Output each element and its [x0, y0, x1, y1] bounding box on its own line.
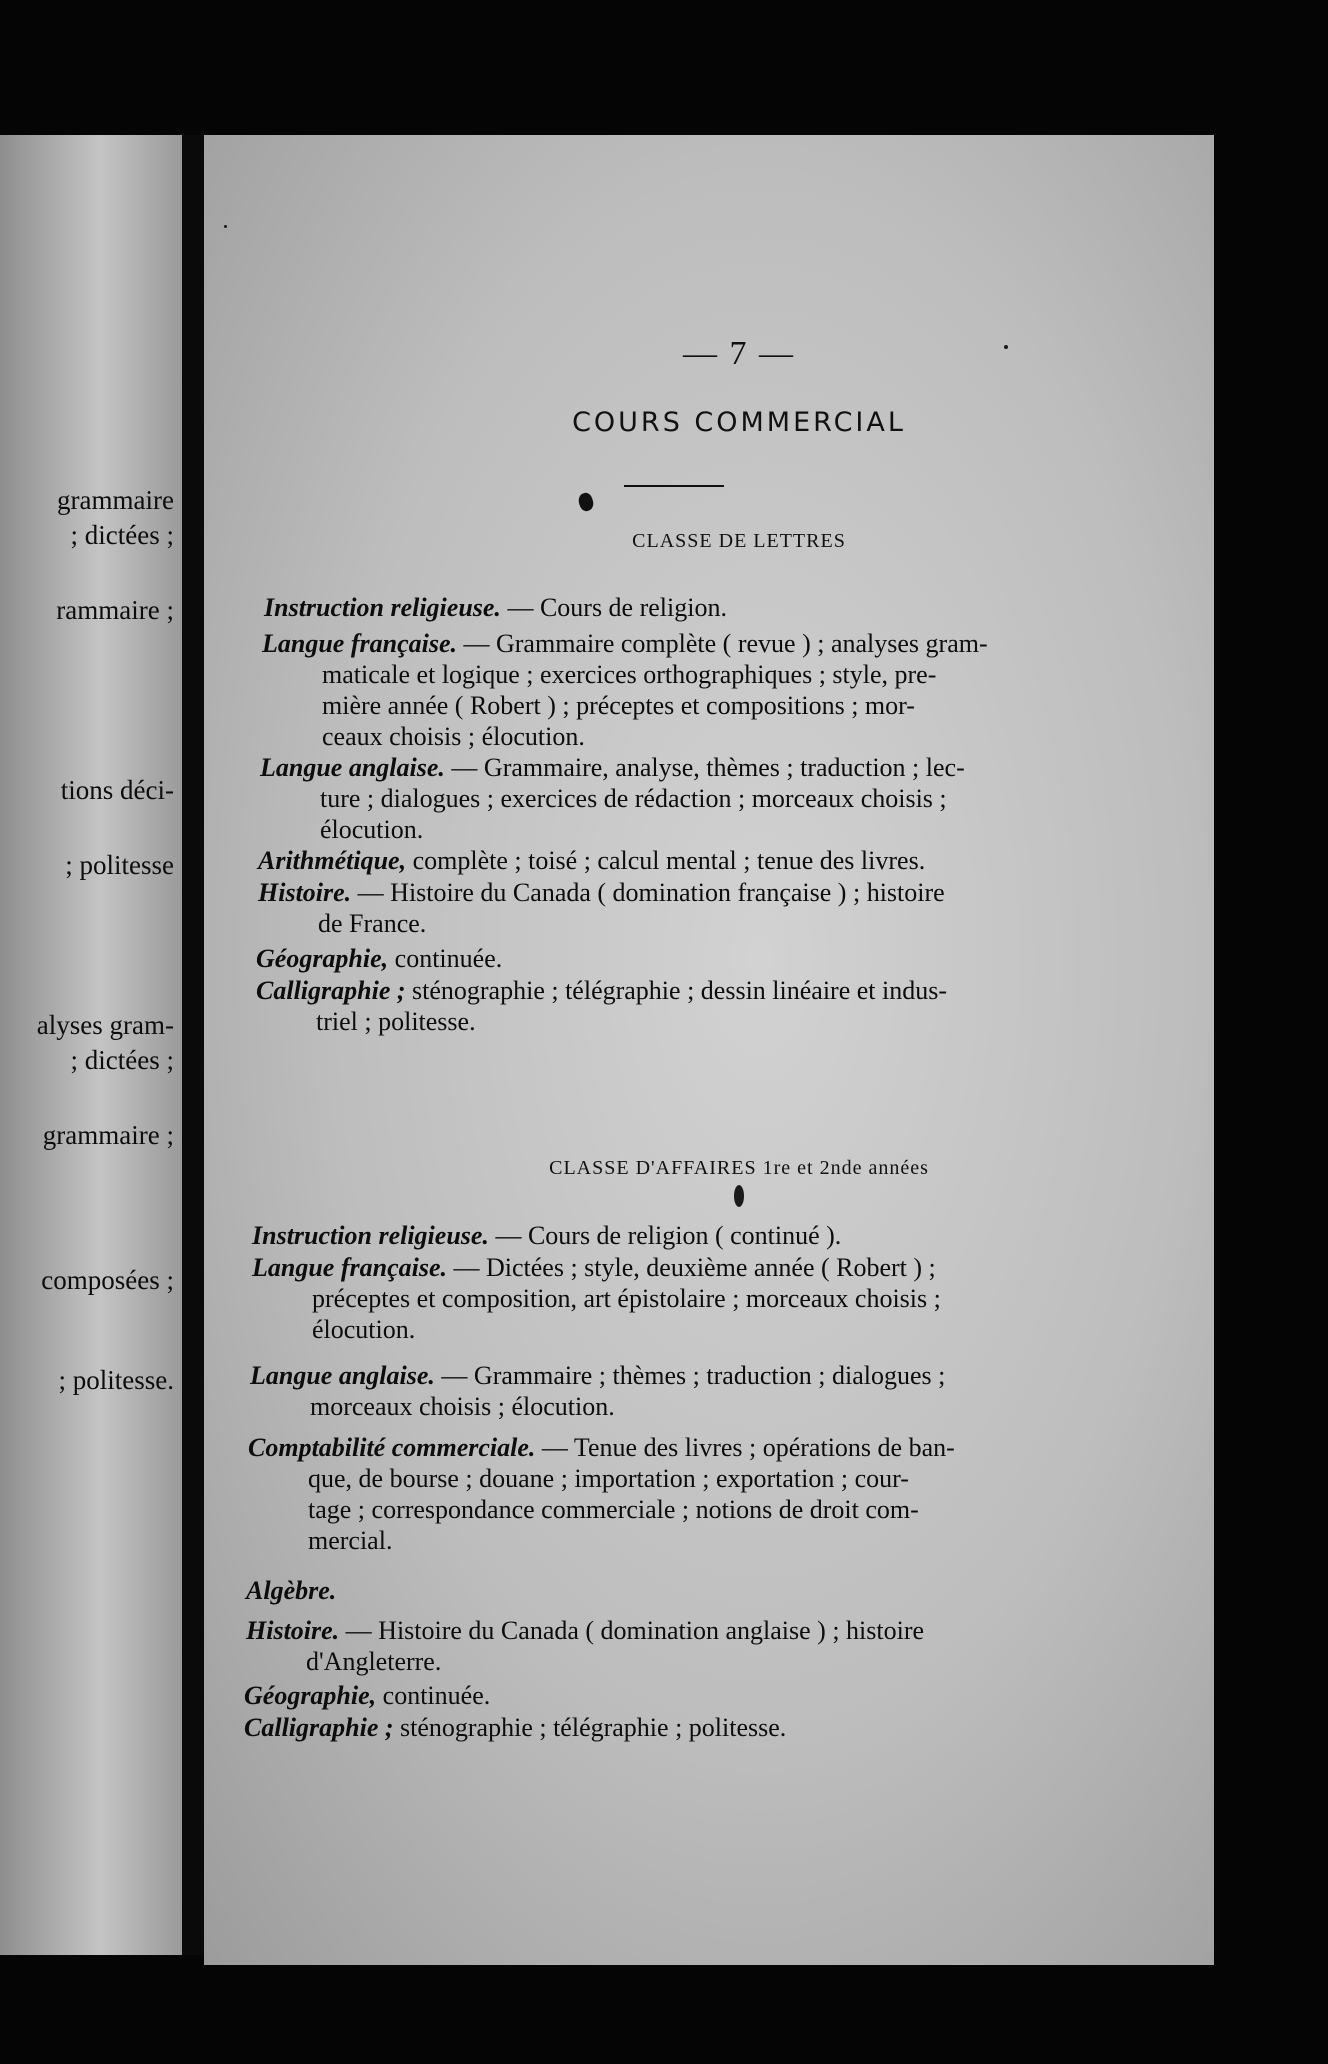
entry — [258, 877, 1048, 939]
left-fragment: composées ; — [41, 1265, 174, 1295]
entry-continuation: de France. — [318, 909, 427, 938]
entry-continuation: mercial. — [308, 1526, 393, 1555]
entry-text: continuée. — [376, 1681, 491, 1710]
entry-continuation: d'Angleterre. — [306, 1647, 442, 1676]
ink-speck-icon — [734, 1185, 744, 1207]
entry-text: complète ; toisé ; calcul mental ; tenue des livres. — [406, 846, 926, 875]
entry-text: — Histoire du Canada ( domination anglaise ) ; histoire — [339, 1616, 925, 1645]
ink-speck-icon — [1004, 345, 1008, 349]
entry-text: — Cours de religion ( continué ). — [488, 1221, 842, 1250]
entry — [244, 1680, 1034, 1711]
entry-continuation: ture ; dialogues ; exercices de rédaction ; morceaux choisis ; — [320, 784, 947, 813]
entry-subject: Géographie, — [244, 1681, 377, 1710]
ink-speck-icon — [224, 225, 227, 228]
left-fragment: alyses gram- — [36, 1010, 174, 1040]
entry — [246, 1575, 1036, 1606]
entry — [262, 628, 1052, 752]
entry — [256, 943, 1046, 974]
left-fragment: ; politesse. — [58, 1365, 174, 1395]
entry — [252, 1220, 1042, 1251]
entry — [264, 592, 1054, 623]
entry-subject: Géographie, — [256, 944, 389, 973]
entry — [256, 975, 1046, 1037]
entry-continuation: triel ; politesse. — [316, 1007, 476, 1036]
entry-subject: Langue anglaise. — [260, 753, 445, 782]
section-heading: CLASSE D'AFFAIRES 1re et 2nde années — [549, 1157, 929, 1179]
left-fragment: rammaire ; — [56, 595, 174, 625]
left-fragment: grammaire — [57, 485, 174, 515]
entry-subject: Instruction religieuse. — [252, 1221, 489, 1250]
title-rule — [624, 485, 724, 487]
entry — [244, 1712, 1034, 1743]
entry-text: continuée. — [388, 944, 503, 973]
entry — [250, 1360, 1040, 1422]
entry-subject: Calligraphie ; — [244, 1713, 394, 1742]
page-title: COURS COMMERCIAL — [572, 407, 906, 438]
main-page — [204, 135, 1214, 1965]
entry-continuation: élocution. — [312, 1315, 416, 1344]
ink-blot-icon — [576, 491, 595, 513]
entry-continuation: élocution. — [320, 815, 424, 844]
left-fragment: ; politesse — [65, 850, 174, 880]
page-number: — 7 — — [683, 335, 795, 372]
entry-subject: Langue anglaise. — [250, 1361, 435, 1390]
entry-subject: Algèbre. — [246, 1576, 337, 1605]
entry-text: — Dictées ; style, deuxième année ( Robert ) ; — [447, 1253, 936, 1282]
entry-continuation: que, de bourse ; douane ; importation ; exportation ; cour- — [308, 1464, 909, 1493]
left-fragment: ; dictées ; — [70, 1045, 174, 1075]
entry-subject: Arithmétique, — [258, 846, 407, 875]
entry-subject: Calligraphie ; — [256, 976, 406, 1005]
entry — [252, 1252, 1042, 1345]
entry — [258, 845, 1048, 876]
entry-subject: Instruction religieuse. — [264, 593, 501, 622]
entry-text: — Grammaire complète ( revue ) ; analyses gram- — [457, 629, 988, 658]
entry-text: — Grammaire, analyse, thèmes ; traduction ; lec- — [444, 753, 965, 782]
entry-text: — Cours de religion. — [500, 593, 727, 622]
entry-continuation: maticale et logique ; exercices orthographiques ; style, pre- — [322, 660, 937, 689]
entry-continuation: ceaux choisis ; élocution. — [322, 722, 585, 751]
entry — [260, 752, 1050, 845]
entry-text: — Histoire du Canada ( domination française ) ; histoire — [351, 878, 945, 907]
entry — [248, 1432, 1038, 1556]
left-fragment: grammaire ; — [42, 1120, 174, 1150]
section-heading: CLASSE DE LETTRES — [632, 530, 846, 552]
left-fragment: tions déci- — [60, 775, 174, 805]
entry-text: — Tenue des livres ; opérations de ban- — [535, 1433, 955, 1462]
entry-continuation: morceaux choisis ; élocution. — [310, 1392, 615, 1421]
entry-text: sténographie ; télégraphie ; dessin linéaire et indus- — [405, 976, 948, 1005]
left-page — [0, 135, 182, 1955]
entry-text: sténographie ; télégraphie ; politesse. — [393, 1713, 787, 1742]
entry-subject: Langue française. — [262, 629, 457, 658]
entry-subject: Histoire. — [246, 1616, 340, 1645]
entry-subject: Langue française. — [252, 1253, 447, 1282]
entry-text: — Grammaire ; thèmes ; traduction ; dialogues ; — [434, 1361, 946, 1390]
entry-continuation: tage ; correspondance commerciale ; notions de droit com- — [308, 1495, 919, 1524]
page-gutter — [182, 135, 204, 1955]
entry-subject: Histoire. — [258, 878, 352, 907]
left-fragment: ; dictées ; — [70, 520, 174, 550]
entry-continuation: préceptes et composition, art épistolaire ; morceaux choisis ; — [312, 1284, 941, 1313]
entry — [246, 1615, 1036, 1677]
entry-continuation: mière année ( Robert ) ; préceptes et compositions ; mor- — [322, 691, 915, 720]
entry-subject: Comptabilité commerciale. — [248, 1433, 536, 1462]
